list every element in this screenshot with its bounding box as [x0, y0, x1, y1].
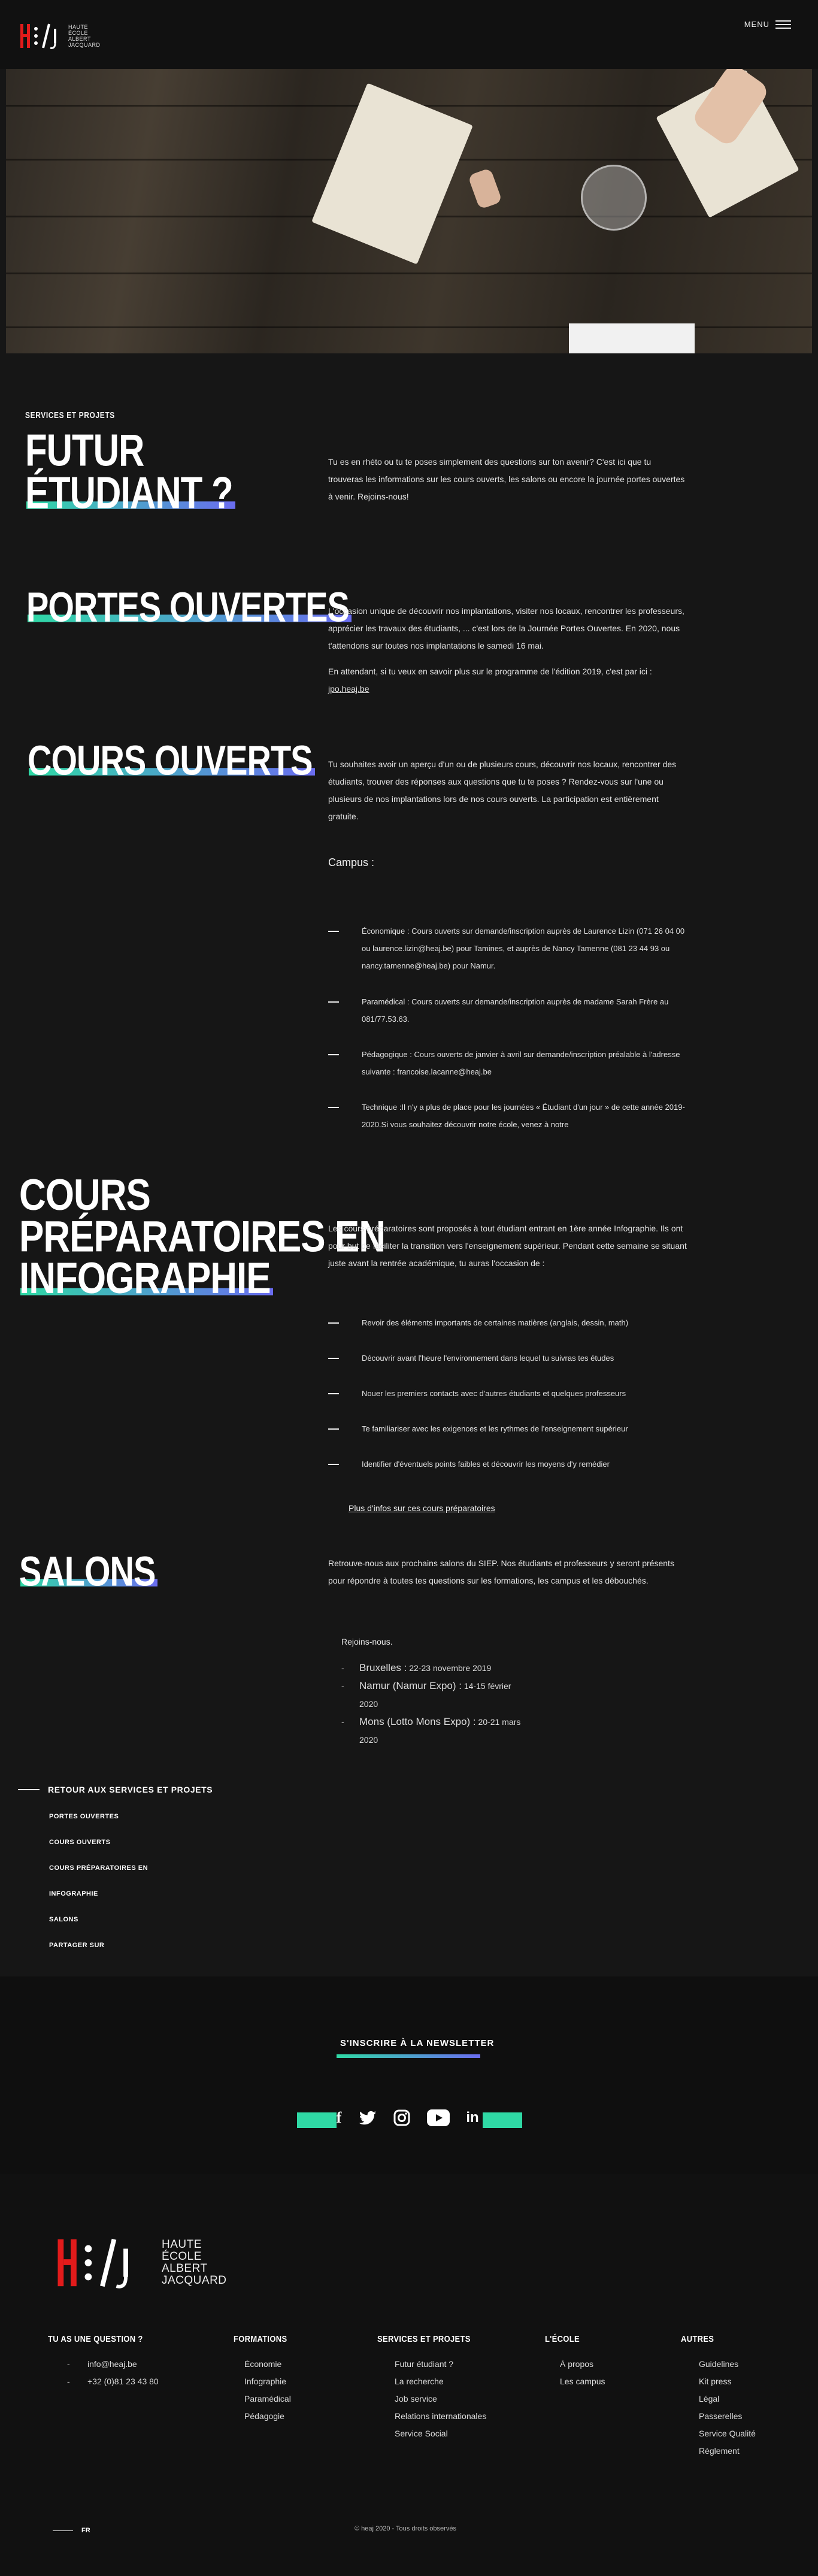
logo-line: ÉCOLE [68, 30, 89, 36]
instagram-icon[interactable] [393, 2109, 411, 2127]
list-item: Identifier d'éventuels points faibles et découvrir les moyens d'y remédier [328, 1455, 687, 1473]
footer-link[interactable]: Passerelles [699, 2411, 743, 2421]
list-item [341, 1677, 581, 1713]
footer-contact-column [48, 2333, 159, 2390]
footer-link[interactable]: Les campus [560, 2377, 605, 2386]
event-city: Namur (Namur Expo) : [359, 1680, 462, 1691]
event-city: Mons (Lotto Mons Expo) : [359, 1716, 476, 1727]
footer-link[interactable]: La recherche [395, 2377, 444, 2386]
footer-column-title: L'ÉCOLE [545, 2333, 580, 2344]
list-item: Nouer les premiers contacts avec d'autres étudiants et quelques professeurs [328, 1385, 687, 1402]
copyright: © heaj 2020 - Tous droits observés [355, 2525, 456, 2532]
list-item [341, 1713, 581, 1749]
facebook-icon[interactable]: f [336, 2109, 342, 2126]
logo-line: JACQUARD [162, 2274, 227, 2287]
section-title-text: PORTES OUVERTES [26, 583, 349, 631]
footer-link[interactable]: Service Qualité [699, 2429, 756, 2438]
portes-ouvertes-text [328, 603, 687, 706]
nav-item-cours-preparatoires-cont[interactable]: INFOGRAPHIE [49, 1890, 98, 1897]
menu-label: MENU [744, 20, 769, 29]
social-bar-right [483, 2112, 522, 2128]
title-line-highlighted: INFOGRAPHIE [19, 1254, 271, 1303]
title-line: PRÉPARATOIRES EN [19, 1212, 385, 1261]
footer-email-link[interactable]: - info@heaj.be [67, 2356, 159, 2373]
heaj-logo[interactable] [20, 22, 101, 50]
footer-link[interactable]: Kit press [699, 2377, 732, 2386]
event-date: 22-23 novembre 2019 [409, 1663, 492, 1673]
hamburger-icon [775, 20, 791, 29]
intro-text: Tu es en rhéto ou tu te poses simplement des questions sur ton avenir? C'est ici que tu trouveras les informations sur les cours ouverts, les salons ou encore la journée portes ouvertes à venir. Rejoins-nous! [328, 457, 685, 501]
salons-text: Retrouve-nous aux prochains salons du SIEP. Nos étudiants et professeurs y seront présents pour répondre à toutes tes questions sur les formations, les campus et les débouchés. [328, 1558, 674, 1585]
campus-label: Campus : [328, 856, 375, 868]
logo-line: ALBERT [162, 2262, 208, 2275]
footer-link[interactable]: À propos [560, 2359, 594, 2369]
footer-link[interactable]: Job service [395, 2394, 437, 2404]
footer-logo-wordmark [162, 2239, 227, 2287]
footer-column-title: AUTRES [681, 2333, 714, 2344]
footer-column-title: FORMATIONS [234, 2333, 287, 2344]
open-book-illustration [311, 83, 473, 265]
prepa-more-info-link[interactable]: Plus d'infos sur ces cours préparatoires [349, 1503, 495, 1513]
list-item: Économique : Cours ouverts sur demande/inscription auprès de Laurence Lizin (071 26 04 00 ou laurence.lizin@heaj.be) pour Tamines, et auprès de Nancy Tamenne (081 23 44 93 ou nancy.tamenne@heaj.be) pour Namur. [328, 922, 687, 974]
nav-item-salons[interactable]: SALONS [49, 1916, 78, 1923]
logo-line: ALBERT [68, 36, 91, 42]
footer-column-ecole [545, 2333, 605, 2390]
footer-column-title: TU AS UNE QUESTION ? [48, 2333, 143, 2344]
list-item: Pédagogique : Cours ouverts de janvier à avril sur demande/inscription préalable à l'adresse suivante : francoise.lacanne@heaj.be [328, 1046, 687, 1080]
nav-item-portes-ouvertes[interactable]: PORTES OUVERTES [49, 1813, 119, 1820]
twitter-icon[interactable] [359, 2109, 377, 2127]
newsletter-band [0, 1976, 818, 2174]
footer-phone-link[interactable]: - +32 (0)81 23 43 80 [67, 2373, 159, 2390]
footer-link[interactable]: Économie [244, 2359, 282, 2369]
event-date-year: 2020 [359, 1735, 378, 1745]
footer-link[interactable]: Légal [699, 2394, 720, 2404]
footer-link[interactable]: Infographie [244, 2377, 287, 2386]
youtube-icon[interactable] [426, 2109, 450, 2127]
cours-ouverts-text: Tu souhaites avoir un aperçu d'un ou de plusieurs cours, découvrir nos locaux, rencontrer des étudiants, trouver des réponses aux questions que tu te poses ? Rendez-vous sur l'une ou plusieurs de nos implantations lors de nos cours ouverts. La participation est entièrement gratuite. [328, 759, 677, 821]
section-nav [18, 1785, 213, 1794]
language-switcher[interactable]: FR [53, 2527, 90, 2534]
footer-column-formations [234, 2333, 291, 2425]
salons-event-list [341, 1659, 581, 1749]
section-title-portes-ouvertes [26, 583, 349, 631]
newsletter-underline [337, 2054, 480, 2058]
footer-column-services [377, 2333, 486, 2442]
footer-link[interactable]: Règlement [699, 2446, 740, 2456]
event-date: 20-21 mars [478, 1717, 521, 1727]
list-item: Découvrir avant l'heure l'environnement dans lequel tu suivras tes études [328, 1349, 687, 1367]
title-line: FUTUR [25, 425, 144, 476]
section-title-cours-ouverts [28, 736, 313, 784]
paragraph [328, 663, 687, 698]
list-item [341, 1659, 581, 1677]
logo-wordmark [68, 24, 101, 48]
section-title-text: SALONS [19, 1547, 156, 1595]
logo-line: HAUTE [68, 24, 89, 30]
title-line: COURS [19, 1170, 150, 1220]
footer-link[interactable]: Futur étudiant ? [395, 2359, 454, 2369]
heaj-logo-mark [20, 22, 62, 50]
footer-link[interactable]: Paramédical [244, 2394, 291, 2404]
list-item: Te familiariser avec les exigences et les rythmes de l'enseignement supérieur [328, 1420, 687, 1437]
logo-line: ÉCOLE [162, 2250, 202, 2263]
social-links [297, 2108, 522, 2128]
list-item: Revoir des éléments importants de certaines matières (anglais, dessin, math) [328, 1314, 687, 1331]
section-title-text: COURS OUVERTS [28, 736, 313, 784]
footer-link[interactable]: Guidelines [699, 2359, 739, 2369]
salons-join-text: Rejoins-nous. [341, 1637, 393, 1646]
title-line-highlighted: ÉTUDIANT ? [25, 468, 233, 518]
list-item: Technique :Il n'y a plus de place pour les journées « Étudiant d'un jour » de cette année 2019-2020.Si vous souhaitez découvrir notre école, venez à notre [328, 1098, 687, 1133]
page-title [25, 425, 233, 518]
footer-link[interactable]: Pédagogie [244, 2411, 284, 2421]
menu-button[interactable] [744, 20, 791, 29]
back-link[interactable]: RETOUR AUX SERVICES ET PROJETS [18, 1785, 213, 1794]
linkedin-icon[interactable]: in [466, 2109, 479, 2126]
heaj-logo-mark [48, 2235, 150, 2291]
site-header [0, 0, 818, 69]
paragraph-text: En attendant, si tu veux en savoir plus sur le programme de l'édition 2019, c'est par ici : [328, 667, 652, 676]
footer-column-title: SERVICES ET PROJETS [377, 2333, 471, 2344]
newsletter-link[interactable]: S'INSCRIRE À LA NEWSLETTER [340, 2038, 495, 2048]
footer-logo[interactable] [48, 2235, 227, 2291]
nav-item-cours-preparatoires[interactable]: COURS PRÉPARATOIRES EN [49, 1864, 149, 1872]
section-title-salons [19, 1547, 156, 1595]
footer-link[interactable]: Relations internationales [395, 2411, 487, 2421]
paragraph: L'occasion unique de découvrir nos implantations, visiter nos locaux, rencontrer les professeurs, apprécier les travaux des étudiants, ... c'est lors de la Journée Portes Ouvertes. En 2020, nous t'attendons sur toutes nos implantations le samedi 16 mai. [328, 606, 684, 650]
list-item: Paramédical : Cours ouverts sur demande/inscription auprès de madame Sarah Frère au 081/77.53.63. [328, 993, 687, 1028]
logo-line: JACQUARD [68, 42, 101, 48]
event-city: Bruxelles : [359, 1662, 407, 1673]
nav-item-cours-ouverts[interactable]: COURS OUVERTS [49, 1839, 111, 1846]
share-label: PARTAGER SUR [49, 1942, 105, 1949]
jpo-link[interactable]: jpo.heaj.be [328, 684, 369, 694]
footer-column-autres [681, 2333, 756, 2460]
event-date-year: 2020 [359, 1699, 378, 1709]
cours-preparatoires-text: Les cours préparatoires sont proposés à tout étudiant entrant en 1ère année Infographie. Ils ont pour but de faciliter la transition vers l'enseignement supérieur. Pendant cette semaine se situant juste avant la rentrée académique, tu auras l'occasion de : [328, 1224, 687, 1268]
section-kicker: SERVICES ET PROJETS [25, 410, 115, 420]
hero-image [6, 69, 812, 353]
footer-link[interactable]: Service Social [395, 2429, 448, 2438]
event-date: 14-15 février [463, 1681, 511, 1691]
logo-line: HAUTE [162, 2238, 202, 2251]
